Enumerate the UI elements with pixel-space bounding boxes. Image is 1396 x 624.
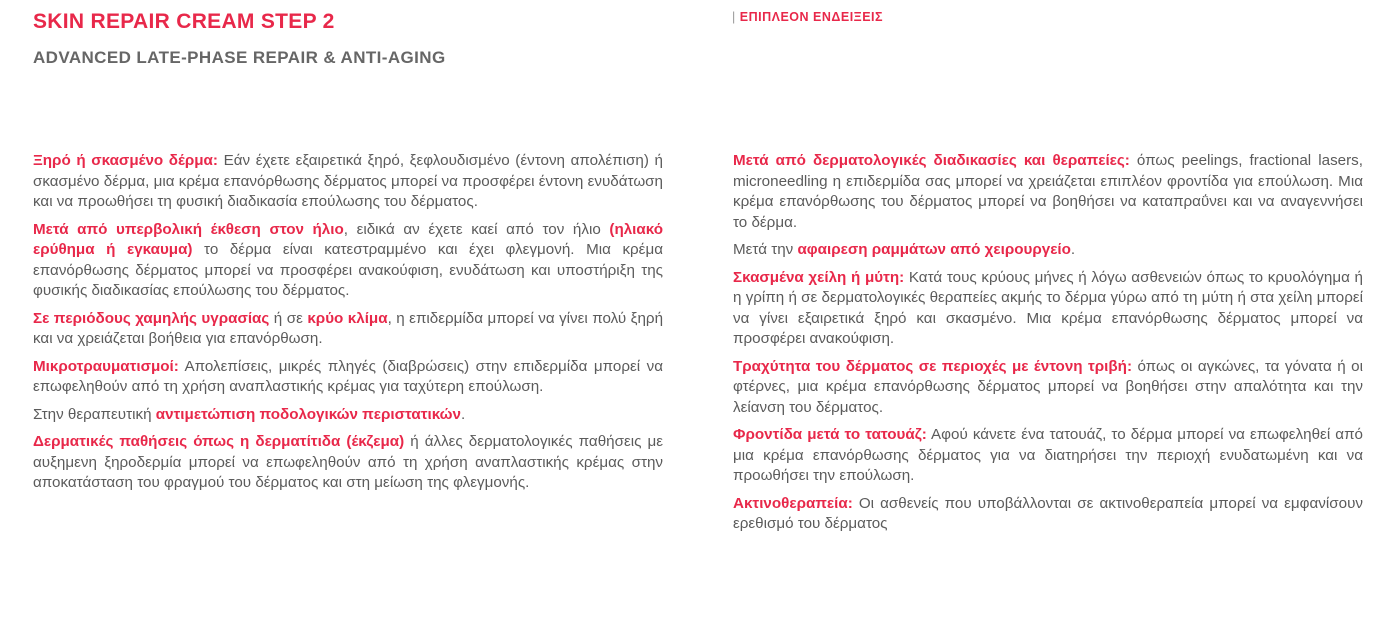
paragraph-dry-skin: [33, 151, 663, 213]
body-text: το δέρμα είναι κατεστραμμένο και έχει φλεγμονή. Μια κρέμα επανόρθωσης δέρματος μπορεί να προσφέρει ανακούφιση, ενυδάτωση και υποστήριξη της φυσικής διαδικασίας επούλωσης του δέρματος.: [33, 241, 663, 299]
paragraph-micro-injuries: [33, 357, 663, 398]
body-text: Οι ασθενείς που υποβάλλονται σε ακτινοθεραπεία μπορεί να εμφανίσουν ερεθισμό του δέρματος: [733, 494, 1363, 532]
paragraph-tattoo-care: [733, 425, 1363, 487]
paragraph-low-humidity: [33, 309, 663, 350]
right-column: [733, 151, 1363, 542]
body-text: .: [1070, 241, 1076, 258]
body-text: , ειδικά αν έχετε καεί από τον ήλιο: [343, 220, 610, 238]
highlight: αφαιρεση ραμμάτων από χειρουργείο: [797, 241, 1071, 258]
highlight: κρύο κλίμα: [307, 309, 388, 327]
highlight: Ξηρό ή σκασμένο δέρμα:: [33, 152, 218, 169]
body-text: Μετά την: [733, 241, 798, 258]
section-tag: [732, 10, 883, 24]
highlight: Δερματικές παθήσεις όπως η δερματίτιδα (έκζεμα): [33, 433, 405, 450]
page-subtitle: ADVANCED LATE-PHASE REPAIR & ANTI-AGING: [33, 48, 446, 67]
body-text: Στην θεραπευτική: [33, 405, 156, 423]
highlight: αντιμετώπιση ποδολογικών περιστατικών: [155, 405, 461, 423]
body-text: Αφού κάνετε ένα τατουάζ, το δέρμα μπορεί να επωφεληθεί από μια κρέμα επανόρθωσης δέρματος για να διατηρήσει την περιοχή ενυδατωμένη και να προωθήσει την επούλωση.: [733, 426, 1363, 484]
highlight: Φροντίδα μετά το τατουάζ:: [733, 426, 927, 443]
highlight: Μικροτραυματισμοί:: [33, 357, 179, 375]
body-text: Κατά τους κρύους μήνες ή λόγω ασθενειών όπως το κρυολόγημα ή η γρίπη ή σε δερματολογικές θεραπείες ακμής το δέρμα γύρω από τη μύτη ή στα χείλη μπορεί να γίνει εξαιρετικά ξηρό και σκασμένο. Μια κρέμα επανόρθωσης δέρματος μπορεί να προσφέρει ανακούφιση.: [733, 268, 1363, 347]
paragraph-sun-exposure: [33, 220, 663, 302]
paragraph-chapped-lips: [733, 268, 1363, 350]
divider-bar: |: [732, 10, 736, 24]
highlight: Σε περιόδους χαμηλής υγρασίας: [33, 309, 270, 327]
body-text: ή σε: [269, 309, 308, 327]
paragraph-dermatological-procedures: [733, 151, 1363, 233]
body-text: Απολεπίσεις, μικρές πληγές (διαβρώσεις) στην επιδερμίδα μπορεί να επωφεληθούν από τη χρήση αναπλαστικής κρέμας για ταχύτερη επούλωση.: [33, 357, 663, 395]
paragraph-dermatitis: [33, 432, 663, 494]
page-title: SKIN REPAIR CREAM STEP 2: [33, 10, 335, 33]
highlight: Ακτινοθεραπεία:: [733, 494, 853, 512]
paragraph-podiatry: [33, 405, 663, 426]
paragraph-suture-removal: [733, 240, 1363, 261]
paragraph-radiotherapy: [733, 494, 1363, 535]
highlight: Μετά από δερματολογικές διαδικασίες και θεραπείες:: [733, 152, 1130, 169]
body-text: όπως οι αγκώνες, τα γόνατα ή οι φτέρνες, μια κρέμα επανόρθωσης δέρματος μπορεί να βοηθήσει στην απαλότητα και την λείανση του δέρματος.: [733, 357, 1363, 416]
highlight: Μετά από υπερβολική έκθεση στον ήλιο: [33, 220, 344, 238]
body-text: , η επιδερμίδα μπορεί να γίνει πολύ ξηρή και να χρειάζεται βοήθεια για επανόρθωση.: [33, 309, 664, 347]
highlight: (ηλιακό ερύθημα ή εγκαυμα): [33, 220, 663, 258]
section-tag-label: ΕΠΙΠΛΕΟΝ ΕΝΔΕΙΞΕΙΣ: [739, 10, 884, 24]
body-text: όπως peelings, fractional lasers, microneedling η επιδερμίδα σας μπορεί να χρειάζεται επιπλέον φροντίδα για επούλωση. Μια κρέμα επανόρθωσης του δέρματος μπορεί να βοηθήσει να καταπραΰνει και να αναγεννήσει το δέρμα.: [733, 152, 1363, 231]
paragraph-rough-skin: [733, 357, 1363, 419]
highlight: Σκασμένα χείλη ή μύτη:: [733, 268, 905, 286]
body-text: ή άλλες δερματολογικές παθήσεις με αυξημενη ξηροδερμία μπορεί να επωφεληθούν από τη χρήση αναπλαστικής κρέμας στην αποκατάσταση του φραγμού του δέρματος και στη μείωση της φλεγμονής.: [33, 433, 663, 491]
left-column: [33, 151, 663, 501]
body-text: Εάν έχετε εξαιρετικά ξηρό, ξεφλουδισμένο (έντονη απολέπιση) ή σκασμένο δέρμα, μια κρέμα επανόρθωσης δέρματος μπορεί να προσφέρει έντονη ενυδάτωση και να προωθήσει τη φυσική διαδικασία επούλωσης του δέρματος.: [33, 152, 663, 210]
highlight: Τραχύτητα του δέρματος σε περιοχές με έντονη τριβή:: [733, 357, 1132, 375]
body-text: .: [460, 405, 466, 423]
